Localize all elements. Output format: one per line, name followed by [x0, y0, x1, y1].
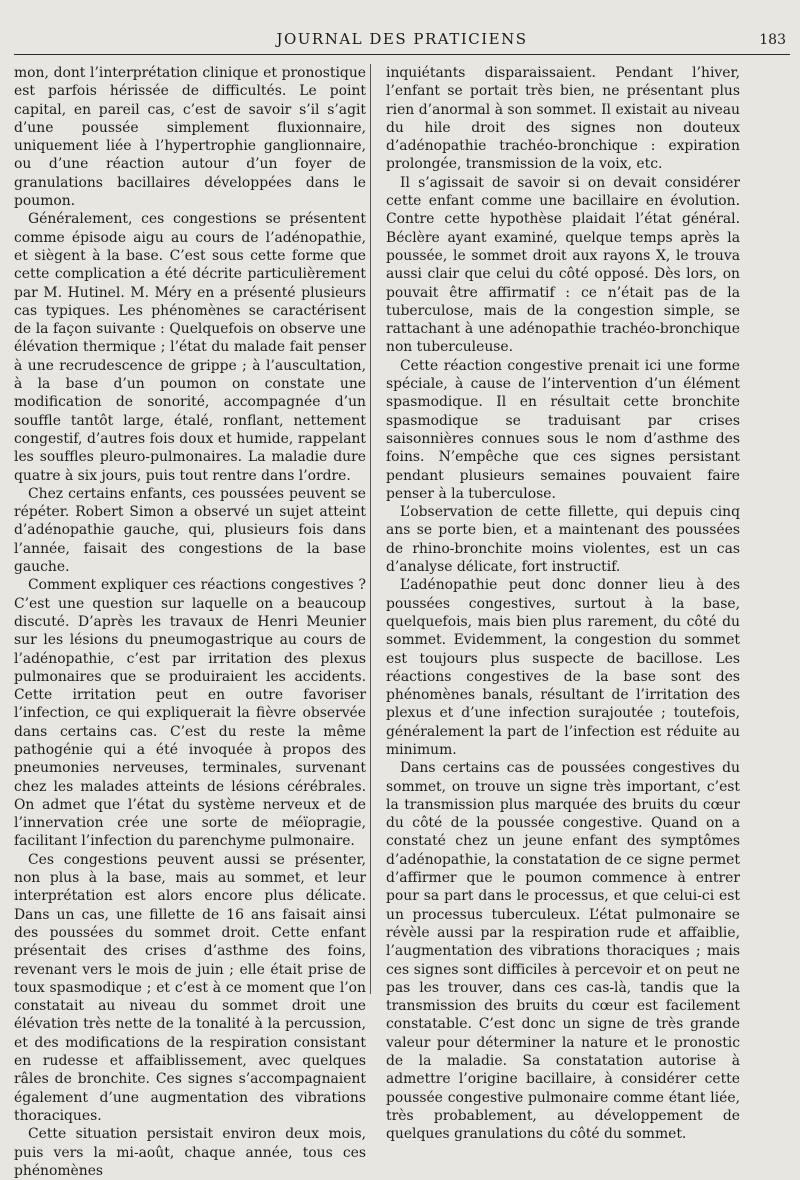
page-number: 183	[759, 32, 786, 48]
paragraph: Il s’agissait de savoir si on devait considérer cette enfant comme une bacillaire en évolution. Contre cette hypothèse plaidait l’état général. Béclère ayant examiné, quelque temps après la poussée, le sommet droit aux rayons X, le trouva aussi clair que celui du côté opposé. Dès lors, on pouvait être affirmatif : ce n’était pas de la tuberculose, mais de la congestion simple, se rattachant à une adénopathie trachéo-bronchique non tuberculeuse.	[386, 174, 740, 356]
paragraph: mon, dont l’interprétation clinique et pronostique est parfois hérissée de difficultés. Le point capital, en pareil cas, c’est de savoir s’il s’agit d’une poussée simplement fluxionnaire, uniquement liée à l’hypertrophie ganglionnaire, ou d’une réaction autour d’un foyer de granulations bacillaires développées dans le poumon.	[14, 65, 366, 210]
paragraph: L’adénopathie peut donc donner lieu à des poussées congestives, surtout à la base, quelquefois, mais bien plus rarement, du côté du sommet. Evidemment, la congestion du sommet est toujours plus suspecte de bacillose. Les réactions congestives de la base sont des phénomènes banals, résultant de l’irritation des plexus et d’une infection surajoutée ; toutefois, généralement la part de l’infection est réduite au minimum.	[386, 577, 740, 758]
page-header	[14, 26, 790, 55]
right-column	[386, 64, 740, 1144]
paragraph: Généralement, ces congestions se présentent comme épisode aigu au cours de l’adénopathie, et siègent à la base. C’est sous cette forme que cette complication a été décrite particulièrement par M. Hutinel. M. Méry en a présenté plusieurs cas typiques. Les phénomènes se caractérisent de la façon suivante : Quelquefois on observe une élévation thermique ; l’état du malade fait penser à une recrudescence de grippe ; à l’auscultation, à la base d’un poumon on constate une modification de sonorité, accompagnée d’un souffle tantôt large, étalé, ronflant, nettement congestif, d’autres fois doux et humide, rappelant les souffles pleuro-pulmonaires. La maladie dure quatre à six jours, puis tout rentre dans l’ordre.	[14, 211, 366, 484]
paragraph: L’observation de cette fillette, qui depuis cinq ans se porte bien, et a maintenant des poussées de rhino-bronchite moins violentes, est un cas d’analyse délicate, fort instructif.	[386, 504, 740, 576]
paragraph: Dans certains cas de poussées congestives du sommet, on trouve un signe très important, c’est la transmission plus marquée des bruits du cœur du côté de la poussée congestive. Quand on a constaté chez un jeune enfant des symptômes d’adénopathie, la constatation de ce signe permet d’affirmer que le poumon commence à entrer pour sa part dans le processus, et que celui-ci est un processus tuberculeux. L’état pulmonaire se révèle aussi par la respiration rude et affaiblie, l’augmentation des vibrations thoraciques ; mais ces signes sont difficiles à percevoir et on peut ne pas les trouver, dans ces cas-là, tandis que la transmission des bruits du cœur est facilement constatable. C’est donc un signe de très grande valeur pour déterminer la nature et le pronostic de la maladie. Sa constatation autorise à admettre l’origine bacillaire, à considérer cette poussée congestive pulmonaire comme étant liée, très probablement, au développement de quelques granulations du côté du sommet.	[386, 760, 740, 1143]
column-divider	[370, 64, 371, 994]
paragraph: inquiétants disparaissaient. Pendant l’hiver, l’enfant se portait très bien, ne présentant plus rien d’anormal à son sommet. Il existait au niveau du hile droit des signes non douteux d’adénopathie trachéo-bronchique : expiration prolongée, transmission de la voix, etc.	[386, 65, 740, 173]
paragraph: Cette réaction congestive prenait ici une forme spéciale, à cause de l’intervention d’un élément spasmodique. Il en résultait cette bronchite spasmodique se traduisant par crises saisonnières connues sous le nom d’asthme des foins. N’empêche que ces signes persistant pendant plusieurs semaines pouvaient faire penser à la tuberculose.	[386, 357, 740, 502]
paragraph: Ces congestions peuvent aussi se présenter, non plus à la base, mais au sommet, et leur interprétation est alors encore plus délicate. Dans un cas, une fillette de 16 ans faisait ainsi des poussées du sommet droit. Cette enfant présentait des crises d’asthme des foins, revenant vers le mois de juin ; elle était prise de toux spasmodique ; et c’est à ce moment que l’on constatait au niveau du sommet droit une élévation très nette de la tonalité à la percussion, et des modifications de la respiration consistant en rudesse et affaiblissement, avec quelques râles de bronchite. Ces signes s’accompagnaient également d’une augmentation des vibrations thoraciques.	[14, 851, 366, 1124]
paragraph: Comment expliquer ces réactions congestives ? C’est une question sur laquelle on a beaucoup discuté. D’après les travaux de Henri Meunier sur les lésions du pneumogastrique au cours de l’adénopathie, c’est par irritation des plexus pulmonaires que se produiraient les accidents. Cette irritation peut en outre favoriser l’infection, ce qui expliquerait la fièvre observée dans certains cas. C’est du reste la même pathogénie qui a été invoquée à propos des pneumonies nerveuses, terminales, survenant chez les malades atteints de lésions cérébrales. On admet que l’état du système nerveux et de l’innervation crée une sorte de méïopragie, facilitant l’infection du parenchyme pulmonaire.	[14, 577, 366, 850]
paragraph: Cette situation persistait environ deux mois, puis vers la mi-août, chaque année, tous ces phénomènes	[14, 1126, 366, 1179]
left-column	[14, 64, 366, 1180]
paragraph: Chez certains enfants, ces poussées peuvent se répéter. Robert Simon a observé un sujet atteint d’adénopathie gauche, qui, plusieurs fois dans l’année, faisait des congestions de la base gauche.	[14, 485, 366, 576]
running-title: JOURNAL DES PRATICIENS	[276, 30, 528, 48]
